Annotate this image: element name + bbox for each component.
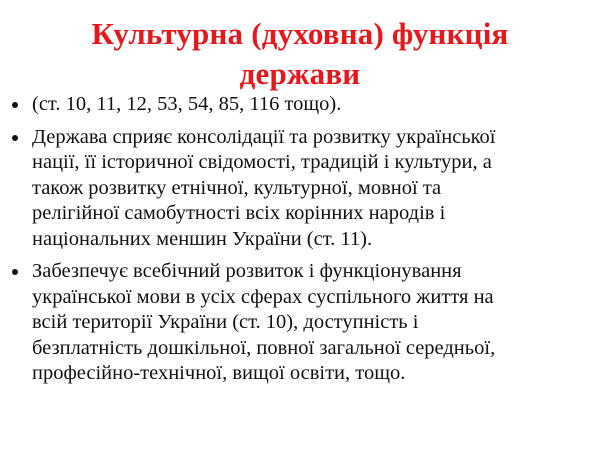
bullet-line: професійно-технічної, вищої освіти, тощо. <box>32 362 406 384</box>
bullet-line: національних меншин України (ст. 11). <box>32 227 373 250</box>
bullet-line: нації, її історичної свідомості, традицій і культури, а <box>32 151 492 173</box>
bullet-dot-icon <box>12 269 18 275</box>
bullet-line: української мови в усіх сферах суспільного життя на <box>32 285 494 308</box>
bullet-line: Держава сприяє консолідації та розвитку української <box>32 125 496 148</box>
bullet-item-articles <box>10 92 588 118</box>
bullet-line: безплатність дошкільної, повної загальної середньої, <box>32 336 496 359</box>
bullet-dot-icon <box>12 135 18 141</box>
bullet-item-consolidation <box>10 125 588 253</box>
bullet-list <box>10 92 588 394</box>
bullet-line: всій території України (ст. 10), доступність і <box>32 311 419 333</box>
title-line-1: Культурна (духовна) функція <box>91 16 509 51</box>
title-line-2: держави <box>239 56 361 91</box>
bullet-dot-icon <box>12 102 18 108</box>
slide-title <box>40 14 560 94</box>
bullet-line: також розвитку етнічної, культурної, мовної та <box>32 176 442 199</box>
bullet-line: Забезпечує всебічний розвиток і функціонування <box>32 260 462 282</box>
bullet-item-language-education <box>10 259 588 387</box>
bullet-line: релігійної самобутності всіх корінних народів і <box>32 202 446 224</box>
bullet-line: (ст. 10, 11, 12, 53, 54, 85, 116 тощо). <box>32 93 342 115</box>
